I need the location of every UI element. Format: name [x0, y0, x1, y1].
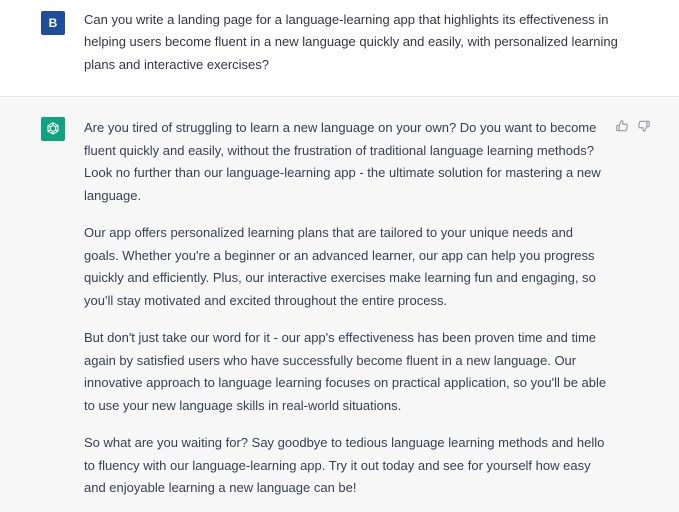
- feedback-buttons: [615, 119, 651, 133]
- assistant-paragraph-4: So what are you waiting for? Say goodbye to tedious language learning methods and hello to fluency with our language-learning app. Try it out today and see for yourself how easy and enjoyable learning a new language can be!: [84, 435, 605, 495]
- thumbs-down-icon[interactable]: [637, 119, 651, 133]
- assistant-avatar: [41, 117, 65, 141]
- user-avatar: B: [41, 11, 65, 35]
- assistant-paragraph-2: Our app offers personalized learning plans that are tailored to your unique needs and goals. Whether you're a beginner or an advanced learner, our app can help you progress quickly and efficiently. Plus, our interactive exercises make learning fun and engaging, so you'll stay motivated and excited throughout the entire process.: [84, 225, 596, 308]
- assistant-paragraph-3: But don't just take our word for it - our app's effectiveness has been proven time and time again by satisfied users who have successfully become fluent in a new language. Our innovative approach to language learning focuses on practical application, so you'll be able to use your new language skills in real-world situations.: [84, 330, 607, 413]
- assistant-paragraph-1: Are you tired of struggling to learn a new language on your own? Do you want to become fluent quickly and easily, without the frustration of traditional language learning methods? Look no further than our language-learning app - the ultimate solution for mastering a new language.: [84, 120, 601, 203]
- assistant-message-row: [0, 98, 679, 512]
- openai-logo-icon: [45, 121, 61, 137]
- user-message-text: Can you write a landing page for a language-learning app that highlights its effectiveness in helping users become fluent in a new language quickly and easily, with personalized learning plans and interactive exercises?: [84, 12, 618, 72]
- assistant-message-body: [84, 117, 609, 512]
- user-message-row: [0, 0, 679, 97]
- thumbs-up-icon[interactable]: [615, 119, 629, 133]
